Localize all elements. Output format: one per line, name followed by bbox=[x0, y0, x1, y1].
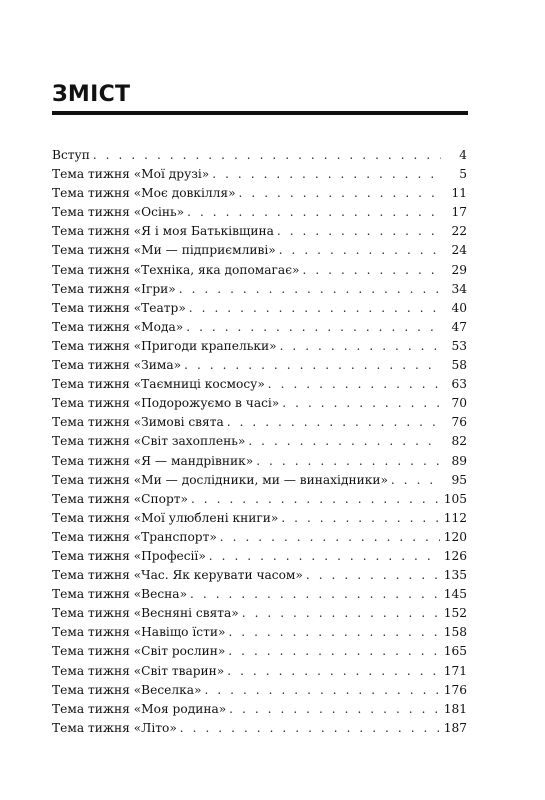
toc-entry bbox=[52, 394, 467, 413]
dot-leader bbox=[228, 642, 439, 661]
toc-page-number: 70 bbox=[451, 396, 467, 411]
toc-page-number: 63 bbox=[451, 377, 467, 392]
toc-entry-title: Тема тижня «Осінь» bbox=[52, 205, 185, 220]
toc-entry-title: Тема тижня «Веселка» bbox=[52, 682, 202, 697]
toc-entry-title: Тема тижня «Світ захоплень» bbox=[52, 434, 246, 449]
dot-leader bbox=[190, 585, 440, 604]
toc-entry-title: Тема тижня «Ми — підприємливі» bbox=[52, 243, 276, 258]
toc-entry bbox=[52, 471, 467, 490]
toc-entry-title: Тема тижня «Техніка, яка допомагає» bbox=[52, 262, 300, 277]
toc-entry-title: Тема тижня «Світ рослин» bbox=[52, 644, 226, 659]
toc-page-number: 171 bbox=[443, 663, 467, 678]
toc-page-number: 89 bbox=[451, 453, 467, 468]
toc-entry bbox=[52, 528, 467, 547]
toc-page-number: 22 bbox=[451, 224, 467, 239]
dot-leader bbox=[179, 280, 441, 299]
toc-entry bbox=[52, 566, 467, 585]
toc-page-number: 58 bbox=[451, 358, 467, 373]
toc-entry bbox=[52, 146, 467, 165]
toc-page-number: 53 bbox=[451, 338, 467, 353]
toc-entry-title: Тема тижня «Професії» bbox=[52, 548, 206, 563]
toc-page-number: 176 bbox=[443, 682, 467, 697]
dot-leader bbox=[204, 681, 439, 700]
dot-leader bbox=[248, 432, 441, 451]
toc-entry-title: Тема тижня «Подорожуємо в часі» bbox=[52, 396, 280, 411]
toc-entry-title: Тема тижня «Зимові свята bbox=[52, 415, 224, 430]
toc-page-number: 165 bbox=[443, 644, 467, 659]
toc-page-number: 47 bbox=[451, 319, 467, 334]
toc-entry bbox=[52, 413, 467, 432]
toc-entry bbox=[52, 184, 467, 203]
toc-page-number: 29 bbox=[451, 262, 467, 277]
toc-entry bbox=[52, 241, 467, 260]
page-title: ЗМІСТ bbox=[52, 82, 131, 107]
toc-page-number: 11 bbox=[451, 186, 467, 201]
toc-entry-title: Тема тижня «Театр» bbox=[52, 300, 186, 315]
toc-page-number: 112 bbox=[443, 510, 467, 525]
dot-leader bbox=[93, 146, 441, 165]
toc-entry bbox=[52, 222, 467, 241]
toc-page-number: 126 bbox=[443, 548, 467, 563]
toc-entry-title: Тема тижня «Я і моя Батьківщина bbox=[52, 224, 274, 239]
toc-page-number: 34 bbox=[451, 281, 467, 296]
toc-entry-title: Тема тижня «Мода» bbox=[52, 319, 184, 334]
toc-entry-title: Тема тижня «Час. Як керувати часом» bbox=[52, 568, 303, 583]
toc-entry-title: Тема тижня «Світ тварин» bbox=[52, 663, 225, 678]
toc-entry bbox=[52, 375, 467, 394]
toc-entry bbox=[52, 700, 467, 719]
toc-entry bbox=[52, 490, 467, 509]
toc-page-number: 187 bbox=[443, 720, 467, 735]
dot-leader bbox=[209, 547, 440, 566]
toc-page-number: 181 bbox=[443, 701, 467, 716]
toc-entry-title: Тема тижня «Ігри» bbox=[52, 281, 176, 296]
toc-entry bbox=[52, 509, 467, 528]
toc-entry-title: Вступ bbox=[52, 148, 90, 162]
toc-entry-title: Тема тижня «Транспорт» bbox=[52, 529, 217, 544]
toc-page-number: 135 bbox=[443, 568, 467, 583]
toc-entry-title: Тема тижня «Моє довкілля» bbox=[52, 186, 236, 201]
dot-leader bbox=[180, 719, 440, 738]
toc-entry bbox=[52, 318, 467, 337]
dot-leader bbox=[227, 662, 439, 681]
heading-rule bbox=[52, 111, 468, 115]
toc-entry-title: Тема тижня «Спорт» bbox=[52, 491, 188, 506]
toc-entry-title: Тема тижня «Я — мандрівник» bbox=[52, 453, 254, 468]
dot-leader bbox=[306, 566, 440, 585]
toc-entry bbox=[52, 585, 467, 604]
toc-entry bbox=[52, 337, 467, 356]
toc-entry-title: Тема тижня «Пригоди крапельки» bbox=[52, 338, 277, 353]
dot-leader bbox=[279, 241, 441, 260]
toc-entry-title: Тема тижня «Мої улюблені книги» bbox=[52, 510, 279, 525]
toc-entry bbox=[52, 299, 467, 318]
toc-entry bbox=[52, 432, 467, 451]
dot-leader bbox=[186, 318, 441, 337]
toc-entry-title: Тема тижня «Моя родина» bbox=[52, 701, 227, 716]
toc-entry bbox=[52, 203, 467, 222]
toc-entry bbox=[52, 547, 467, 566]
toc-entry-title: Тема тижня «Літо» bbox=[52, 720, 177, 735]
toc-page-number: 95 bbox=[451, 472, 467, 487]
toc-entry bbox=[52, 623, 467, 642]
toc-entry bbox=[52, 719, 467, 738]
dot-leader bbox=[187, 203, 441, 222]
toc-page-number: 40 bbox=[451, 300, 467, 315]
toc-page-number: 24 bbox=[451, 243, 467, 258]
toc-entry bbox=[52, 165, 467, 184]
toc-entry-title: Тема тижня «Таємниці космосу» bbox=[52, 377, 265, 392]
dot-leader bbox=[268, 375, 441, 394]
toc-entry-title: Тема тижня «Весна» bbox=[52, 587, 188, 602]
dot-leader bbox=[228, 623, 439, 642]
toc-entry bbox=[52, 681, 467, 700]
toc-page-number: 120 bbox=[443, 529, 467, 544]
toc-entry bbox=[52, 261, 467, 280]
toc-page-number: 158 bbox=[443, 625, 467, 640]
toc-entry-title: Тема тижня «Мої друзі» bbox=[52, 167, 210, 182]
toc-page-number: 76 bbox=[451, 415, 467, 430]
toc-entry bbox=[52, 452, 467, 471]
dot-leader bbox=[256, 452, 441, 471]
dot-leader bbox=[391, 471, 441, 490]
toc-entry bbox=[52, 604, 467, 623]
dot-leader bbox=[189, 299, 441, 318]
dot-leader bbox=[220, 528, 440, 547]
toc-page-number: 105 bbox=[443, 491, 467, 506]
toc-page-number: 17 bbox=[451, 205, 467, 220]
dot-leader bbox=[229, 700, 440, 719]
toc-page-number: 145 bbox=[443, 587, 467, 602]
toc-entry-title: Тема тижня «Весняні свята» bbox=[52, 606, 239, 621]
dot-leader bbox=[282, 394, 441, 413]
toc-page-number: 82 bbox=[451, 434, 467, 449]
toc-page-number: 5 bbox=[459, 167, 467, 182]
toc-page-number: 4 bbox=[459, 148, 467, 162]
toc-entry bbox=[52, 280, 467, 299]
toc-entry-title: Тема тижня «Навіщо їсти» bbox=[52, 625, 226, 640]
dot-leader bbox=[302, 261, 441, 280]
toc-entry-title: Тема тижня «Ми — дослідники, ми — винахідники» bbox=[52, 472, 388, 487]
dot-leader bbox=[280, 337, 441, 356]
toc-page-number: 152 bbox=[443, 606, 467, 621]
toc-entry bbox=[52, 642, 467, 661]
dot-leader bbox=[227, 413, 441, 432]
dot-leader bbox=[239, 184, 441, 203]
dot-leader bbox=[242, 604, 440, 623]
dot-leader bbox=[277, 222, 441, 241]
toc-entry bbox=[52, 356, 467, 375]
dot-leader bbox=[212, 165, 441, 184]
dot-leader bbox=[184, 356, 441, 375]
dot-leader bbox=[191, 490, 440, 509]
toc-entry bbox=[52, 662, 467, 681]
toc-entry-title: Тема тижня «Зима» bbox=[52, 358, 182, 373]
dot-leader bbox=[281, 509, 439, 528]
table-of-contents bbox=[52, 146, 467, 738]
